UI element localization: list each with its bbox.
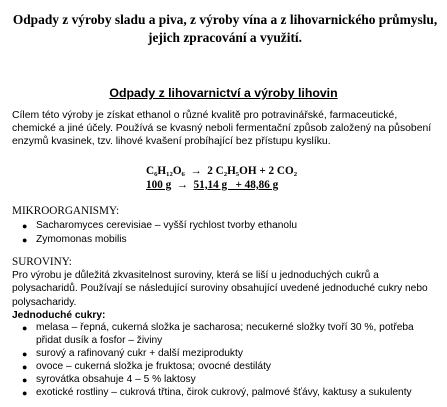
microorganisms-heading: MIKROORGANISMY: — [12, 205, 120, 217]
raw-materials-paragraph: Pro výrobu je důležitá zkvasitelnost suroviny, která se liší u jednoduchých cukrů a polysacharidů. Používají se následující suroviny obsahující uvedené jednoduché cukry nebo polysacharidy. — [12, 270, 428, 308]
list-item-text: melasa – řepná, cukerná složka je sacharosa; necukerné složky tvoří 30 %, potřeba přidat dusík a fosfor – živiny — [36, 322, 414, 346]
list-item-text: Sacharomyces cerevisiae – vyšší rychlost tvorby ethanolu — [36, 220, 298, 231]
equation-arrow: → — [171, 178, 194, 191]
bullet-dot-icon: ● — [22, 361, 28, 372]
bullet-dot-icon: ● — [22, 235, 28, 245]
list-item-text: ovoce – cukerná složka je fruktosa; ovocné destiláty — [36, 360, 272, 372]
list-item — [12, 361, 442, 374]
list-item — [12, 219, 442, 233]
bullet-dot-icon: ● — [22, 388, 28, 399]
list-item — [12, 322, 442, 348]
list-item-text: Zymomonas mobilis — [36, 234, 127, 245]
raw-materials-heading: SUROVINY: — [12, 256, 72, 268]
bullet-dot-icon: ● — [22, 323, 28, 333]
list-item — [12, 387, 442, 400]
list-item-text: exotické rostliny – cukrová třtina, čirok cukrový, palmové šťávy, kaktusy a sukulenty — [36, 387, 412, 399]
bullet-dot-icon: ● — [22, 375, 28, 385]
equation-formula: C₆H₁₂O₆ → 2 C₂H₅OH + 2 CO₂ — [146, 165, 298, 177]
list-item-text: syrovátka obsahuje 4 – 5 % laktosy — [36, 374, 196, 385]
list-item — [12, 233, 442, 247]
equation-mass-reactant: 100 g — [146, 178, 172, 191]
list-item — [12, 374, 442, 387]
microorganisms-list — [12, 219, 442, 247]
list-item-text: surový a rafinovaný cukr + další meziprodukty — [36, 347, 243, 359]
simple-sugars-heading: Jednoduché cukry: — [12, 310, 106, 321]
equation-mass-products: 51,14 g + 48,86 g — [193, 178, 279, 191]
list-item — [12, 348, 442, 361]
document-title-line2: jejich zpracování a využití. — [148, 30, 302, 45]
simple-sugars-list — [12, 322, 442, 400]
equation-masses — [146, 179, 346, 193]
document-title-line1: Odpady z výroby sladu a piva, z výroby vína a z lihovarnického průmyslu, — [12, 12, 438, 27]
document-title — [10, 11, 440, 47]
section-title: Odpady z lihovarnictví a výroby lihovin — [109, 86, 338, 100]
bullet-dot-icon: ● — [22, 221, 28, 231]
fermentation-equation — [146, 165, 346, 192]
bullet-dot-icon: ● — [22, 348, 28, 359]
intro-paragraph: Cílem této výroby je získat ethanol o různé kvalitě pro potravinářské, farmaceutické, chemické a jiné účely. Používá se kvasný neboli fermentační způsob založený na působení enzymů kvasinek, tzv. lihové kvašení probíhající bez přístupu kyslíku. — [12, 110, 432, 148]
